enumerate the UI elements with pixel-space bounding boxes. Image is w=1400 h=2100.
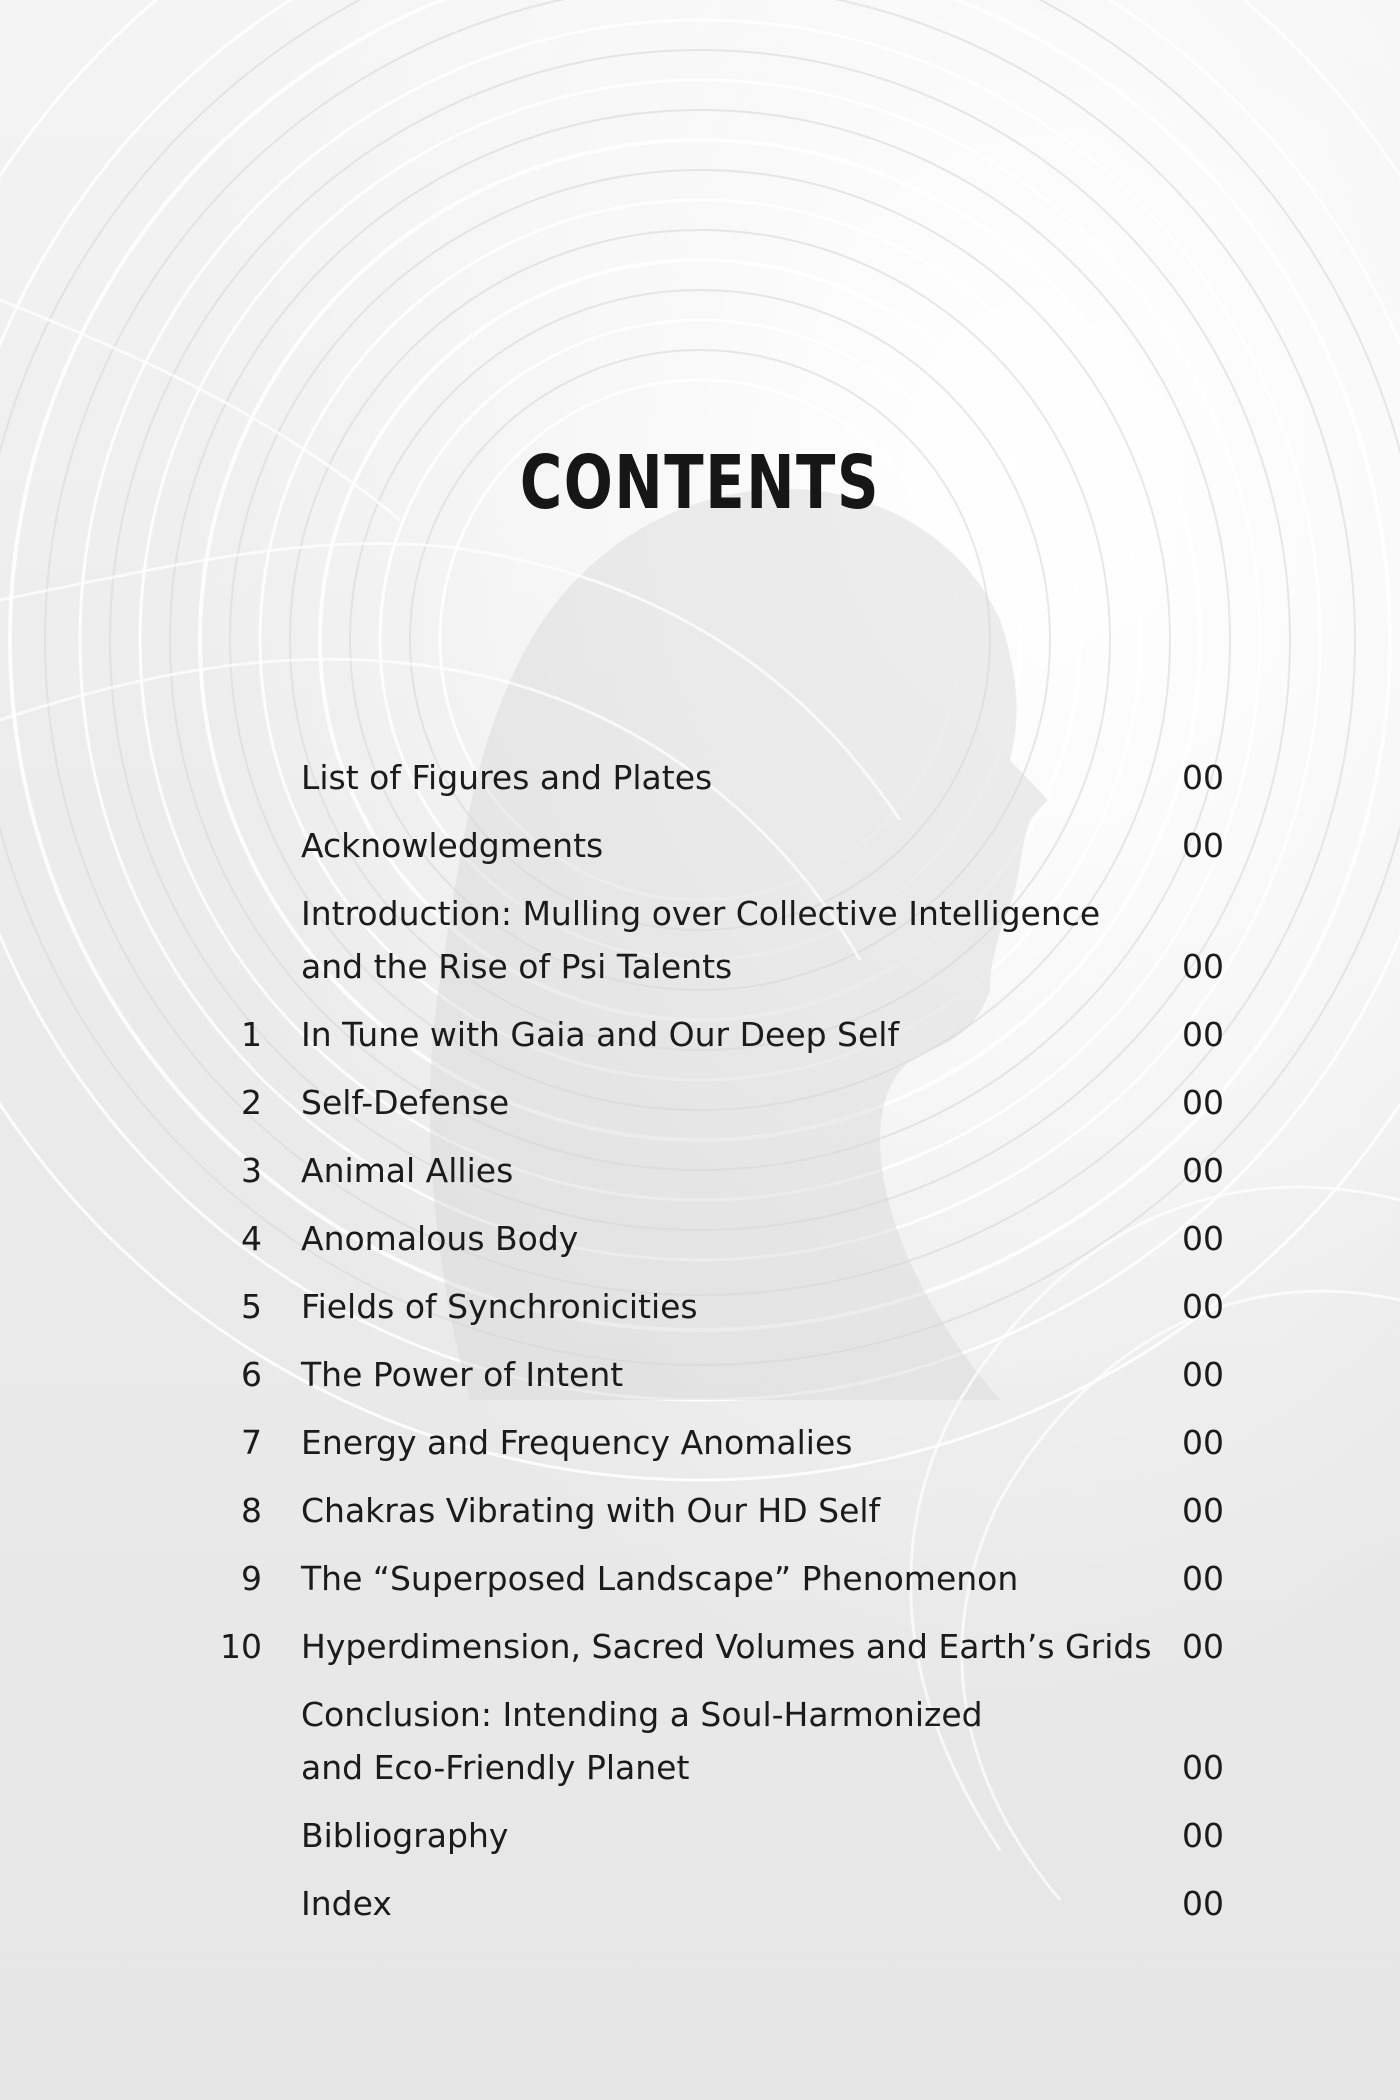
entry-title: Hyperdimension, Sacred Volumes and Earth’s Grids — [301, 1627, 1152, 1666]
entry-title: Introduction: Mulling over Collective Intelligence — [301, 894, 1101, 933]
page-number: 00 — [1182, 1423, 1224, 1462]
page-number: 00 — [1182, 1151, 1224, 1190]
page-number: 00 — [1182, 1748, 1224, 1787]
page-number: 00 — [1182, 758, 1224, 797]
entry-title-line-2: and Eco-Friendly Planet — [301, 1748, 690, 1787]
page-number: 00 — [1182, 1627, 1224, 1666]
chapter-number: 9 — [241, 1559, 262, 1598]
entry-title: Bibliography — [301, 1816, 509, 1855]
chapter-number: 8 — [241, 1491, 262, 1530]
entry-title: List of Figures and Plates — [301, 758, 713, 797]
entry-title: Fields of Synchronicities — [301, 1287, 698, 1326]
entry-title: Chakras Vibrating with Our HD Self — [301, 1491, 881, 1530]
entry-title: The Power of Intent — [301, 1355, 624, 1394]
entry-title: Index — [301, 1884, 392, 1923]
chapter-number: 3 — [241, 1151, 262, 1190]
page-number: 00 — [1182, 826, 1224, 865]
page-title: CONTENTS — [519, 440, 881, 526]
entry-title: Conclusion: Intending a Soul-Harmonized — [301, 1695, 983, 1734]
page-number: 00 — [1182, 1355, 1224, 1394]
page-number: 00 — [1182, 1816, 1224, 1855]
entry-title: Energy and Frequency Anomalies — [301, 1423, 853, 1462]
entry-title: Self-Defense — [301, 1083, 510, 1122]
chapter-number: 5 — [241, 1287, 262, 1326]
chapter-number: 7 — [241, 1423, 262, 1462]
entry-title: Acknowledgments — [301, 826, 604, 865]
chapter-number: 6 — [241, 1355, 262, 1394]
entry-title: Animal Allies — [301, 1151, 514, 1190]
chapter-number: 4 — [241, 1219, 262, 1258]
chapter-number: 2 — [241, 1083, 262, 1122]
page-number: 00 — [1182, 1491, 1224, 1530]
page-number: 00 — [1182, 1083, 1224, 1122]
page-number: 00 — [1182, 947, 1224, 986]
entry-title-line-2: and the Rise of Psi Talents — [301, 947, 733, 986]
chapter-number: 1 — [241, 1015, 262, 1054]
page-number: 00 — [1182, 1015, 1224, 1054]
page-number: 00 — [1182, 1884, 1224, 1923]
entry-title: Anomalous Body — [301, 1219, 579, 1258]
page-number: 00 — [1182, 1219, 1224, 1258]
page-number: 00 — [1182, 1287, 1224, 1326]
page-number: 00 — [1182, 1559, 1224, 1598]
chapter-number: 10 — [220, 1627, 262, 1666]
entry-title: The “Superposed Landscape” Phenomenon — [301, 1559, 1019, 1598]
entry-title: In Tune with Gaia and Our Deep Self — [301, 1015, 900, 1054]
